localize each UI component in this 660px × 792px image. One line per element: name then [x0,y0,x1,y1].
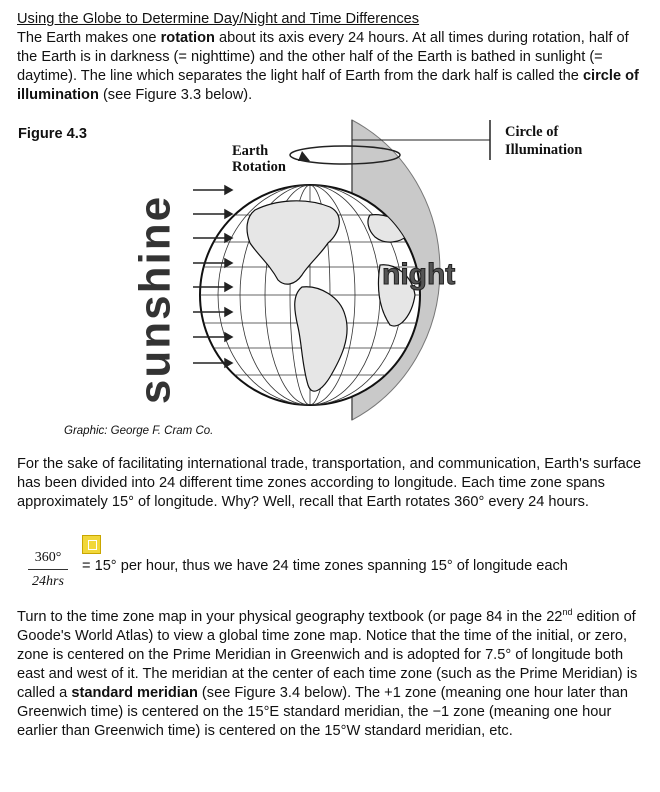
fraction-denominator: 24hrs [32,574,64,589]
term-rotation: rotation [160,30,215,46]
term-circle-of-illumination: circle of illumination [17,68,639,103]
para3-text-3: (see Figure 3.4 below). The +1 zone (meaning one hour later than Greenwich time) is centered on the 15°E standard meridian, the −1 zone (meaning one hour earlier than Greenwich time) is centered on the 15°W standard meridian, etc. [17,685,628,739]
earth-rotation-line-2: Rotation [232,159,286,175]
standard-meridian-paragraph [17,608,647,741]
fraction [28,548,68,591]
para3-text-2: edition of Goode's World Atlas) to view a global time zone map. Notice that the time of the initial, or zero, zone is centered on the Prime Meridian in Greenwich and is adopted for 7.5° of longitude both east and west of it. The meridian at the center of each time zone (such as the Prime Meridian) is called a [17,609,638,701]
intro-text-2: about its axis every 24 hours. At all times during rotation, half of the Earth is in darkness (= nighttime) and the other half of the Earth is bathed in sunlight (= daytime). The line which separates the light half of Earth from the dark half is called the [17,30,629,84]
fraction-numerator: 360° [28,548,68,570]
night-label: night [382,258,456,291]
intro-paragraph [17,29,647,105]
circle-of-illumination-label [505,123,582,159]
sunshine-label: sunshine [130,194,180,405]
time-zones-paragraph: For the sake of facilitating international trade, transportation, and communication, Earth's surface has been divided into 24 different time zones according to longitude. Each time zone spans approximately 15° of longitude. Why? Well, recall that Earth rotates 360° every 24 hours. [17,456,642,510]
para3-superscript: nd [562,607,573,618]
section-heading: Using the Globe to Determine Day/Night and Time Differences [17,11,420,27]
earth-rotation-line-1: Earth [232,143,269,159]
term-standard-meridian: standard meridian [71,685,198,701]
figure-globe [40,115,660,460]
intro-text-1: The Earth makes one [17,30,161,46]
equation-text: = 15° per hour, thus we have 24 time zones spanning 15° of longitude each [82,558,568,574]
figure-label: Figure 4.3 [18,126,87,142]
circle-label-line-2: Illumination [505,142,583,158]
circle-label-line-1: Circle of [505,124,559,140]
graphic-credit: Graphic: George F. Cram Co. [64,425,214,437]
intro-text-3: (see Figure 3.3 below). [98,87,253,103]
earth-rotation-label [232,143,286,175]
rotation-arrow-icon [298,151,310,161]
annotation-marker-icon[interactable] [82,535,101,554]
para3-text-1: Turn to the time zone map in your physical geography textbook (or page 84 in the 22 [17,609,563,625]
